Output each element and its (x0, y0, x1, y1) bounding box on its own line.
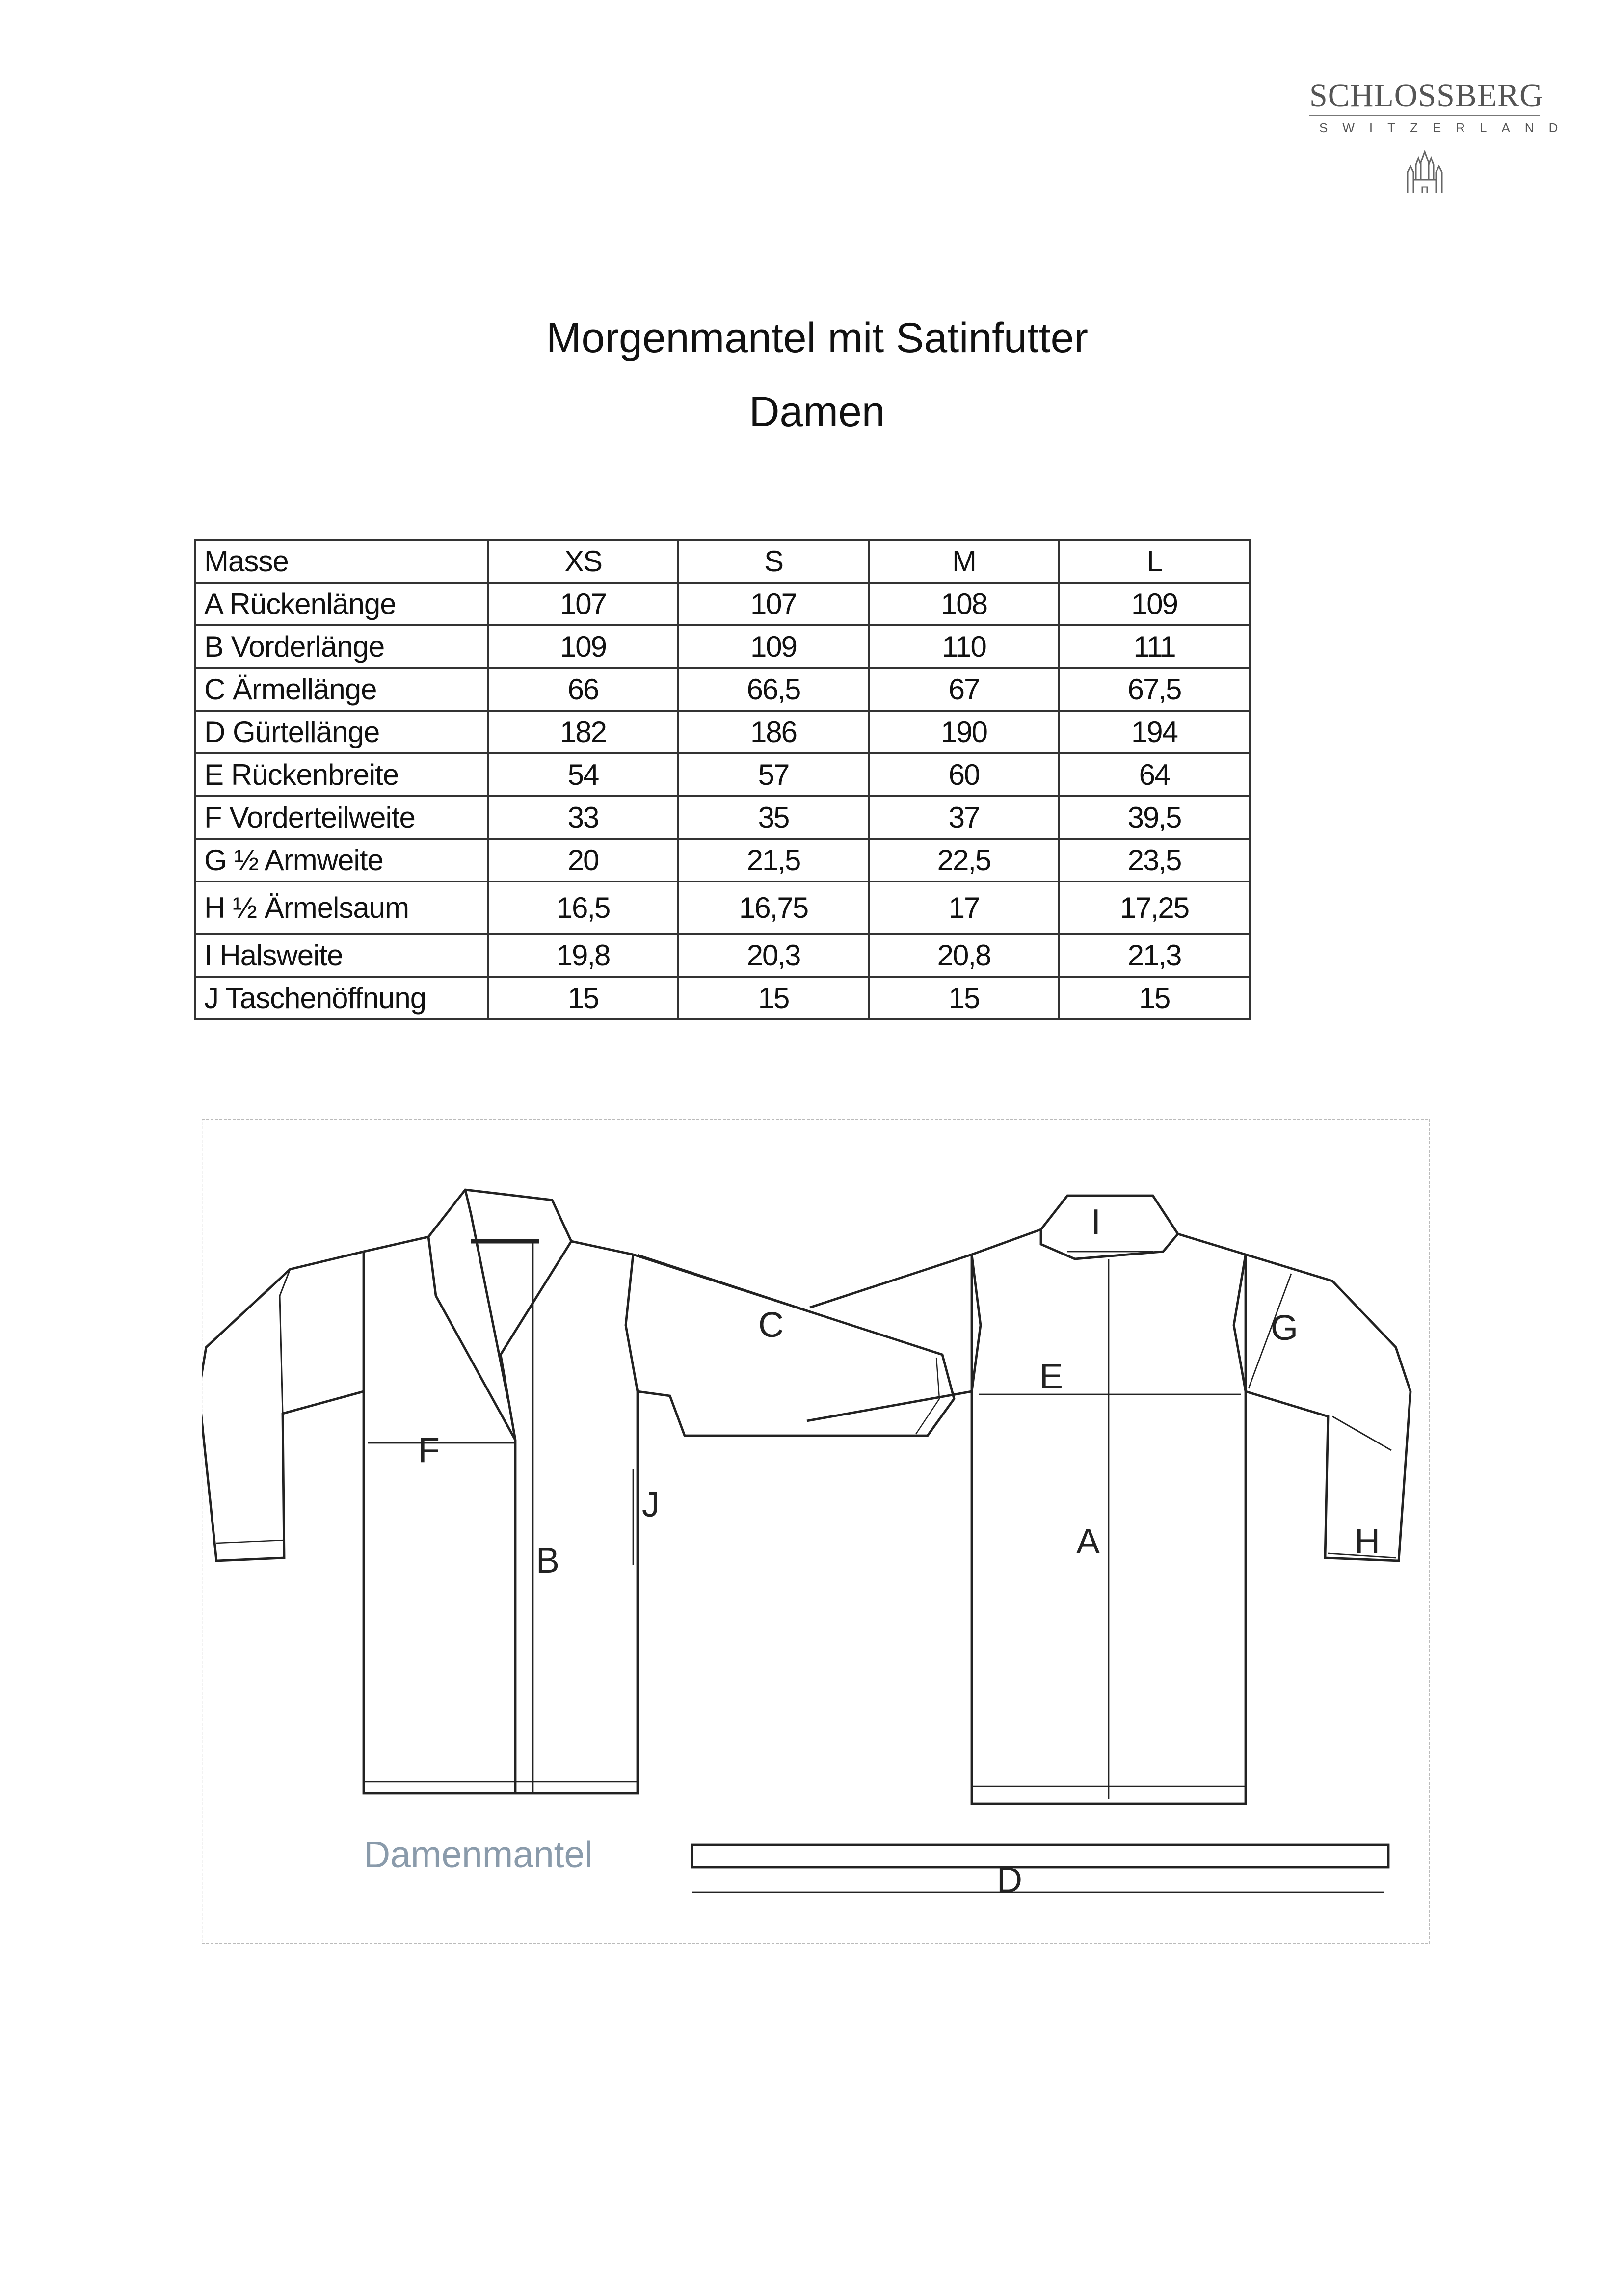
size-value-cell: 20,3 (678, 934, 869, 977)
size-value-cell: 109 (488, 625, 678, 668)
size-value-cell: 57 (678, 753, 869, 796)
table-row (195, 753, 1250, 796)
header-cell: L (1059, 540, 1250, 583)
measure-label-cell: H ½ Ärmelsaum (195, 881, 488, 934)
label-h: H (1355, 1522, 1380, 1561)
size-value-cell: 19,8 (488, 934, 678, 977)
table-row (195, 668, 1250, 711)
header-cell: M (869, 540, 1059, 583)
diagram-caption: Damenmantel (364, 1834, 593, 1875)
label-e: E (1039, 1357, 1064, 1396)
size-value-cell: 66,5 (678, 668, 869, 711)
header-cell: S (678, 540, 869, 583)
measure-label-cell: J Taschenöffnung (195, 977, 488, 1019)
table-row (195, 934, 1250, 977)
size-value-cell: 110 (869, 625, 1059, 668)
size-value-cell: 15 (488, 977, 678, 1019)
table-row (195, 711, 1250, 753)
table-row (195, 583, 1250, 625)
size-value-cell: 15 (869, 977, 1059, 1019)
label-b: B (536, 1541, 560, 1580)
size-value-cell: 66 (488, 668, 678, 711)
label-g: G (1271, 1308, 1299, 1348)
size-value-cell: 186 (678, 711, 869, 753)
measure-label-cell: E Rückenbreite (195, 753, 488, 796)
size-value-cell: 67 (869, 668, 1059, 711)
size-value-cell: 15 (678, 977, 869, 1019)
size-value-cell: 54 (488, 753, 678, 796)
size-value-cell: 107 (678, 583, 869, 625)
label-a: A (1076, 1522, 1100, 1561)
table-header-row (195, 540, 1250, 583)
size-value-cell: 15 (1059, 977, 1250, 1019)
front-coat-drawing (202, 1190, 954, 1793)
logo-brand: SCHLOSSBERG (1309, 79, 1540, 116)
size-value-cell: 20,8 (869, 934, 1059, 977)
size-value-cell: 35 (678, 796, 869, 839)
header-cell: XS (488, 540, 678, 583)
size-value-cell: 109 (1059, 583, 1250, 625)
size-value-cell: 109 (678, 625, 869, 668)
label-d: D (997, 1861, 1022, 1900)
belt-drawing (692, 1845, 1388, 1867)
size-value-cell: 16,75 (678, 881, 869, 934)
table-row (195, 881, 1250, 934)
size-value-cell: 39,5 (1059, 796, 1250, 839)
measure-label-cell: G ½ Armweite (195, 839, 488, 881)
coat-diagram (202, 1119, 1430, 1944)
size-value-cell: 20 (488, 839, 678, 881)
measure-label-cell: I Halsweite (195, 934, 488, 977)
table-row (195, 839, 1250, 881)
castle-icon (1405, 150, 1444, 194)
size-value-cell: 16,5 (488, 881, 678, 934)
label-f: F (418, 1431, 440, 1470)
label-j: J (642, 1485, 660, 1524)
size-value-cell: 182 (488, 711, 678, 753)
table-row (195, 977, 1250, 1019)
size-value-cell: 21,5 (678, 839, 869, 881)
size-value-cell: 33 (488, 796, 678, 839)
page-subtitle: Damen (749, 388, 885, 435)
measure-label-cell: D Gürtellänge (195, 711, 488, 753)
brand-logo (1309, 78, 1573, 194)
size-value-cell: 60 (869, 753, 1059, 796)
header-cell: Masse (195, 540, 488, 583)
measure-label-cell: F Vorderteilweite (195, 796, 488, 839)
measure-label-cell: B Vorderlänge (195, 625, 488, 668)
size-value-cell: 67,5 (1059, 668, 1250, 711)
measure-label-cell: A Rückenlänge (195, 583, 488, 625)
size-value-cell: 37 (869, 796, 1059, 839)
size-table (194, 539, 1251, 1020)
size-value-cell: 194 (1059, 711, 1250, 753)
measure-label-cell: C Ärmellänge (195, 668, 488, 711)
size-value-cell: 108 (869, 583, 1059, 625)
size-value-cell: 64 (1059, 753, 1250, 796)
table-row (195, 625, 1250, 668)
logo-sub: SWITZERLAND (1319, 120, 1573, 135)
size-value-cell: 107 (488, 583, 678, 625)
size-value-cell: 22,5 (869, 839, 1059, 881)
size-value-cell: 190 (869, 711, 1059, 753)
table-row (195, 796, 1250, 839)
label-c: C (758, 1306, 784, 1345)
size-value-cell: 23,5 (1059, 839, 1250, 881)
size-value-cell: 17 (869, 881, 1059, 934)
size-value-cell: 111 (1059, 625, 1250, 668)
size-value-cell: 17,25 (1059, 881, 1250, 934)
page-title: Morgenmantel mit Satinfutter (546, 315, 1089, 362)
label-i: I (1091, 1202, 1101, 1242)
size-value-cell: 21,3 (1059, 934, 1250, 977)
